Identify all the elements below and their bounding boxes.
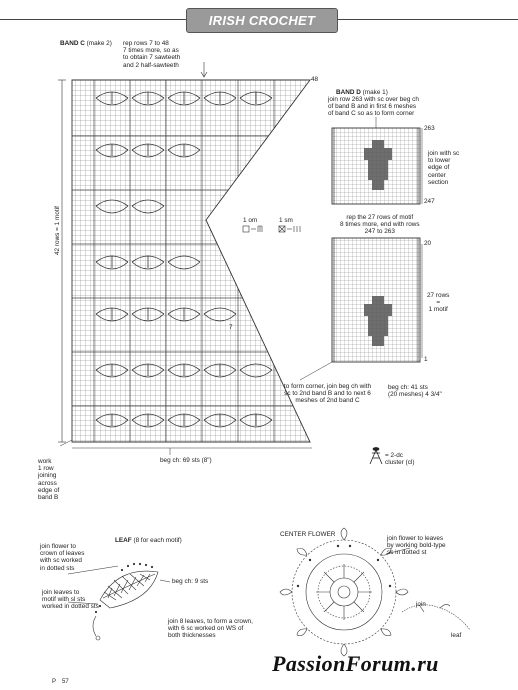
band-d-corner-note	[284, 383, 371, 405]
cluster-symbol	[370, 448, 382, 465]
band-c-side-label	[54, 206, 61, 255]
band-c-rep-line: and 2 half-sawteeth	[123, 61, 179, 69]
band-d-join-note	[428, 150, 459, 186]
band-c-join-line: work	[38, 458, 52, 465]
band-d-rep-note	[340, 214, 420, 236]
band-d-title: BAND D	[336, 89, 361, 96]
band-c-row-7: 7	[229, 324, 233, 331]
legend-cluster-line: cluster (cl)	[385, 459, 415, 467]
legend-om: 1 om	[243, 217, 258, 224]
band-c-join-line: band B	[38, 494, 59, 502]
band-d-side-eq: =	[436, 299, 441, 307]
band-d-join-line: center	[428, 171, 446, 179]
band-d-join-line: section	[428, 178, 449, 186]
band-c-join-line: joining	[38, 472, 57, 480]
band-d-beg-line: (20 meshes) 4 3/4"	[388, 391, 442, 399]
band-d-intro	[328, 96, 419, 118]
band-d-row-263: 263	[424, 125, 435, 132]
center-flower-title: CENTER FLOWER	[280, 531, 336, 538]
band-c-make: (make 2)	[86, 40, 112, 47]
band-d-rep-line: 8 times more, end with rows	[340, 221, 420, 229]
band-d-side-motif: 1 motif	[428, 306, 448, 314]
band-d-join-line: to lower	[428, 157, 451, 165]
center-flower-note-line: by working bold-type	[387, 542, 446, 550]
leaf-join-leaves	[42, 589, 99, 611]
band-d-beg-ch	[388, 384, 442, 398]
leaf-crown-line: both thicknesses	[168, 632, 216, 640]
leaf-join-flower-line: in dotted sts	[40, 564, 75, 572]
leaf-join-leaves-line: worked in dotted sts	[42, 603, 99, 611]
band-c-join-line: across	[38, 479, 57, 487]
band-c-beg-ch: beg ch: 69 sts (8")	[160, 457, 212, 464]
page-mark: P	[52, 679, 57, 685]
band-c-title: BAND C	[60, 40, 85, 47]
legend-cluster-line: = 2-dc	[385, 452, 403, 459]
band-d-chart	[300, 117, 422, 380]
center-flower-note-line: sc in dotted st	[387, 549, 427, 557]
band-c-side-rows: 42 rows	[54, 232, 61, 255]
leaf-crown-note	[168, 618, 253, 640]
band-d-row-247: 247	[424, 198, 435, 205]
band-c-join-line: 1 row	[38, 465, 54, 473]
band-c-rep-line: 7 times more, so as	[123, 47, 179, 55]
band-c-rep-line: rep rows 7 to 48	[123, 40, 169, 47]
band-c-chart	[58, 62, 312, 455]
leaf-title: LEAF	[115, 537, 132, 544]
center-flower-note	[387, 535, 446, 557]
legend-cluster	[385, 452, 414, 466]
center-flower-leaf: leaf	[451, 632, 462, 639]
band-c-side-motif: 1 motif	[54, 206, 61, 226]
band-d-corner-line: to form corner, join beg ch with	[284, 383, 372, 390]
band-c-join-note	[38, 458, 59, 501]
leaf-heading	[115, 537, 182, 544]
watermark: PassionForum.ru	[272, 651, 439, 676]
leaf-join-flower-line: join flower to	[40, 543, 76, 550]
band-d-rep-line: rep the 27 rows of motif	[346, 214, 414, 221]
band-d-corner-line: sc to 2nd band B and to next 6	[284, 390, 371, 398]
band-c-rep-note	[123, 40, 180, 69]
band-d-row-1: 1	[424, 356, 428, 363]
leaf-join-flower-line: with sc worked	[40, 557, 82, 565]
band-c-heading	[60, 40, 112, 47]
page-title: IRISH CROCHET	[186, 8, 338, 33]
leaf-crown-line: with 6 sc worked on WS of	[168, 625, 244, 633]
band-c-side-eq: =	[54, 227, 61, 231]
band-d-intro-line: join row 263 with sc over beg ch	[328, 96, 419, 103]
band-d-side-label	[427, 292, 449, 314]
band-d-intro-line: of band B and in first 6 meshes	[328, 103, 417, 111]
band-d-beg-line: beg ch: 41 sts	[388, 384, 428, 391]
leaf-join-leaves-line: join leaves to	[42, 589, 80, 596]
band-d-row-20: 20	[424, 240, 432, 247]
band-d-corner-line: meshes of 2nd band C	[295, 397, 360, 405]
legend-symbols	[243, 226, 300, 232]
leaf-crown-line: join 8 leaves, to form a crown,	[168, 618, 253, 625]
leaf-note: (8 for each motif)	[133, 537, 182, 544]
leaf-join-leaves-line: motif with sl sts	[42, 596, 86, 604]
leaf-beg-ch: beg ch: 9 sts	[172, 578, 209, 585]
band-d-make: (make 1)	[362, 89, 388, 96]
band-c-join-line: edge of	[38, 486, 60, 494]
band-d-join-line: join with sc	[428, 150, 460, 157]
leaf-join-flower-line: crown of leaves	[40, 550, 85, 558]
band-c-row-48: 48	[311, 76, 319, 83]
band-d-join-line: edge of	[428, 164, 450, 172]
band-d-intro-line: of band C so as to form corner	[328, 110, 415, 118]
band-c-rep-line: to obtain 7 sawteeth	[123, 54, 181, 62]
page-number: 57	[62, 679, 69, 685]
center-flower-note-line: join flower to leaves	[387, 535, 444, 542]
band-d-side-rows: 27 rows	[427, 292, 450, 299]
center-flower-join: join	[416, 601, 426, 608]
leaf-join-flower	[40, 543, 84, 572]
band-d-rep-line: 247 to 263	[364, 228, 395, 236]
legend-sm: 1 sm	[279, 217, 293, 224]
